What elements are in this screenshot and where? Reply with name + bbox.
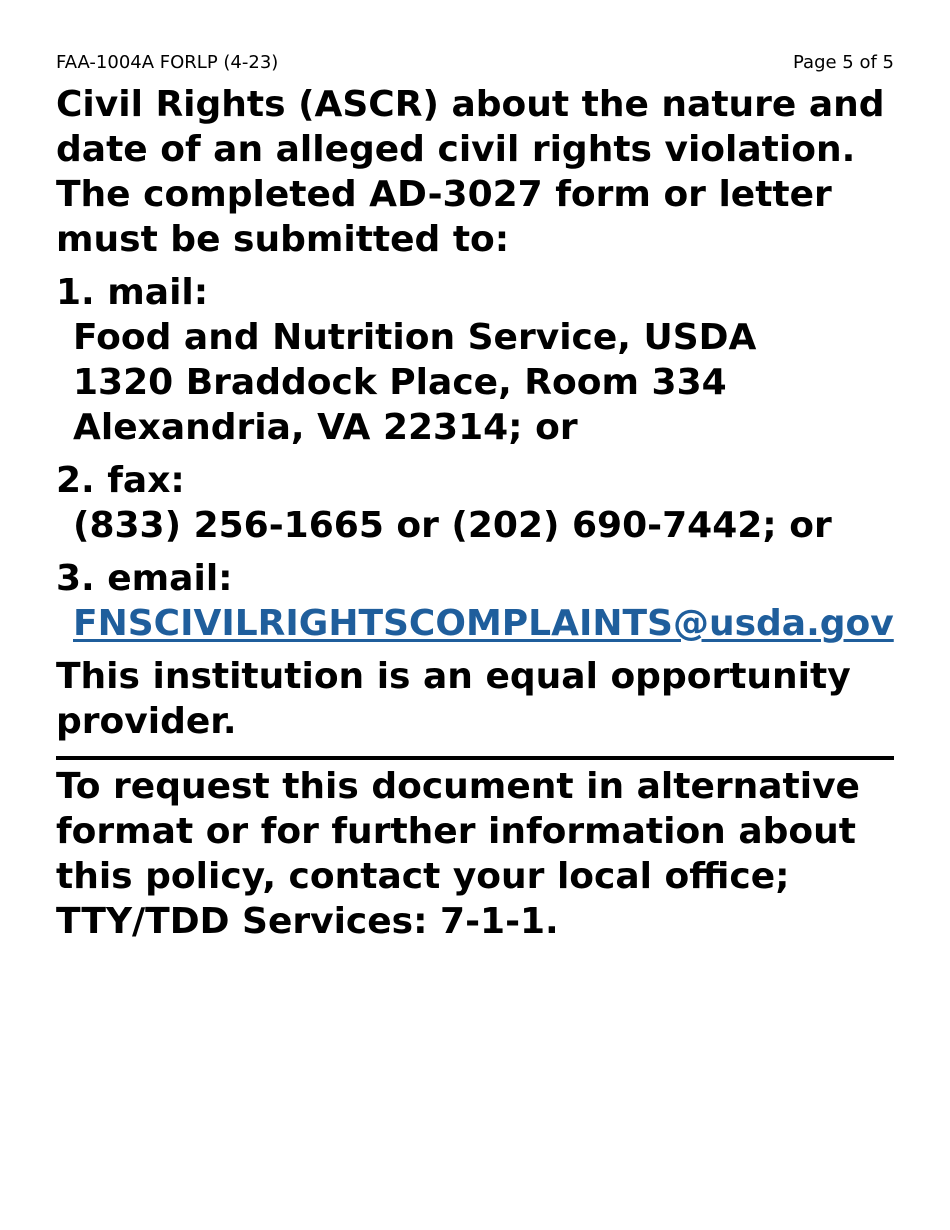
- mail-address-line-2: 1320 Braddock Place, Room 334: [73, 362, 727, 403]
- method-mail: [56, 270, 894, 450]
- fax-heading: 2. fax:: [56, 460, 185, 501]
- document-page: [56, 50, 894, 944]
- mail-heading: 1. mail:: [56, 272, 209, 313]
- fax-numbers: (833) 256-1665 or (202) 690-7442; or: [73, 505, 832, 546]
- footer-paragraph: To request this document in alternative format or for further information about this policy, contact your local office; TTY/TDD Services: 7-1-1.: [56, 766, 860, 942]
- email-link[interactable]: FNSCIVILRIGHTSCOMPLAINTS@usda.gov: [73, 603, 894, 644]
- divider-line: [56, 756, 894, 760]
- email-heading: 3. email:: [56, 558, 233, 599]
- method-fax: [56, 458, 894, 548]
- intro-paragraph: Civil Rights (ASCR) about the nature and date of an alleged civil rights violation. The completed AD-3027 form or letter must be submitted to:: [56, 84, 885, 260]
- mail-address-line-1: Food and Nutrition Service, USDA: [73, 317, 757, 358]
- method-email: [56, 556, 894, 646]
- email-line: [56, 601, 894, 646]
- mail-address-line-3: Alexandria, VA 22314; or: [73, 407, 578, 448]
- equal-opportunity-statement: This institution is an equal opportunity provider.: [56, 656, 851, 742]
- page-header: [56, 50, 894, 76]
- page-number: Page 5 of 5: [793, 52, 894, 73]
- form-id: FAA-1004A FORLP (4-23): [56, 52, 279, 73]
